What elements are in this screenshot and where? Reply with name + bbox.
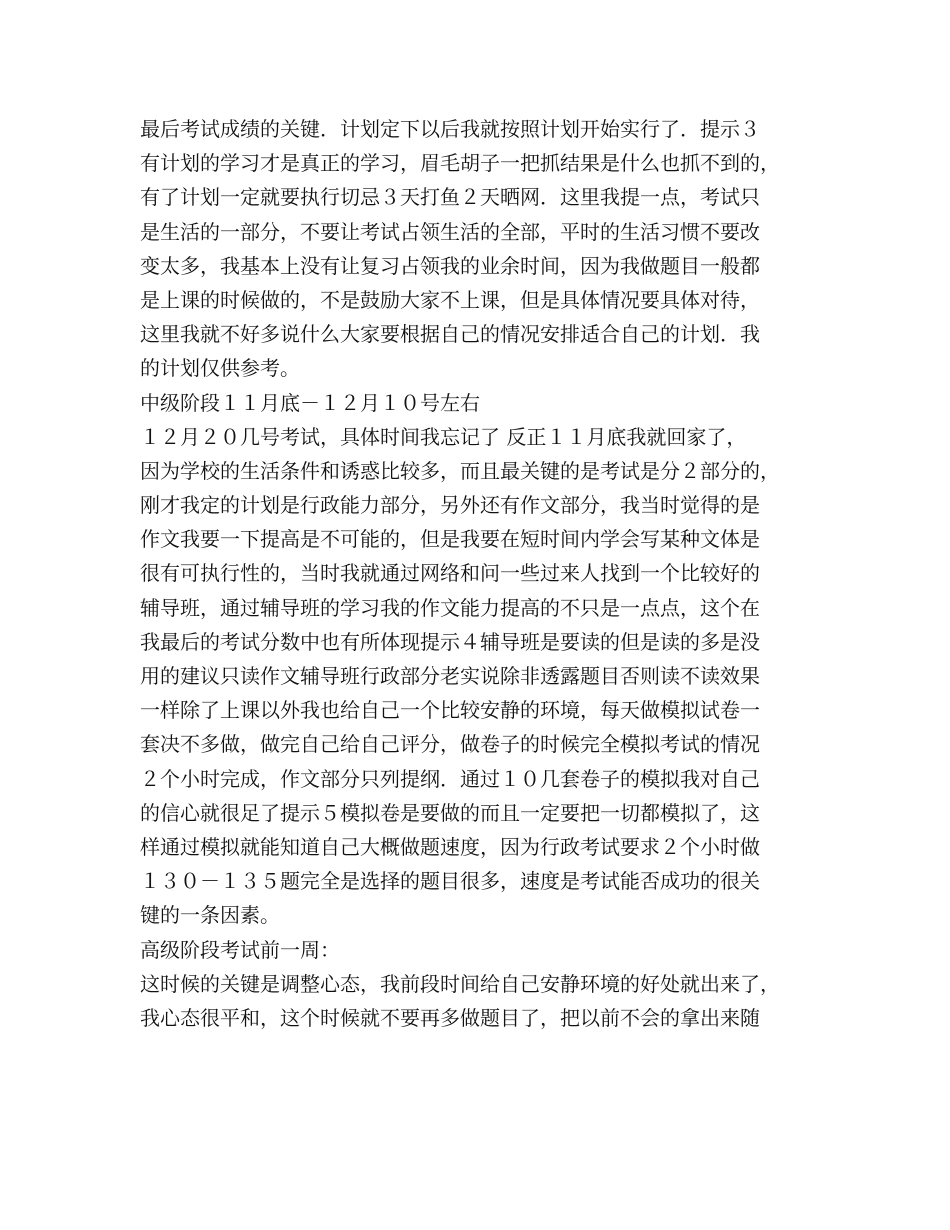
text-line: 键的一条因素。 [140,903,280,928]
text-line: 辅导班，通过辅导班的学习我的作文能力提高的不只是一点点，这个在 [140,595,760,620]
text-line: 我心态很平和，这个时候就不要再多做题目了，把以前不会的拿出来随 [140,1005,760,1030]
section-heading: 高级阶段考试前一周： [140,937,340,962]
text-line: 是生活的一部分，不要让考试占领生活的全部，平时的生活习惯不要改 [140,219,760,244]
text-line: 有了计划一定就要执行切忌３天打鱼２天晒网．这里我提一点，考试只 [140,185,760,210]
text-line: １３０－１３５题完全是选择的题目很多，速度是考试能否成功的很关 [140,869,760,894]
text-line: 很有可执行性的，当时我就通过网络和问一些过来人找到一个比较好的 [140,561,760,586]
text-line: ２个小时完成，作文部分只列提纲．通过１０几套卷子的模拟我对自己 [140,766,760,791]
text-line: 作文我要一下提高是不可能的，但是我要在短时间内学会写某种文体是 [140,527,760,552]
text-line: 的信心就很足了提示５模拟卷是要做的而且一定要把一切都模拟了，这 [140,800,760,825]
text-line: 一样除了上课以外我也给自己一个比较安静的环境，每天做模拟试卷一 [140,698,760,723]
text-line: 最后考试成绩的关键．计划定下以后我就按照计划开始实行了．提示３ [140,117,760,141]
text-line: 这时候的关键是调整心态，我前段时间给自己安静环境的好处就出来了， [140,971,780,996]
text-line: 因为学校的生活条件和诱惑比较多，而且最关键的是考试是分２部分的， [140,458,780,483]
text-line: 套决不多做，做完自己给自己评分，做卷子的时候完全模拟考试的情况 [140,732,760,757]
text-line: 用的建议只读作文辅导班行政部分老实说除非透露题目否则读不读效果 [140,664,760,688]
text-line: 有计划的学习才是真正的学习，眉毛胡子一把抓结果是什么也抓不到的， [140,151,780,176]
text-line: 是上课的时候做的，不是鼓励大家不上课，但是具体情况要具体对待， [140,287,760,312]
text-line: 变太多，我基本上没有让复习占领我的业余时间，因为我做题目一般都 [140,253,760,278]
text-line: 我最后的考试分数中也有所体现提示４辅导班是要读的但是读的多是没 [140,629,760,654]
text-line: 的计划仅供参考。 [140,356,300,381]
text-line: １２月２０几号考试，具体时间我忘记了 反正１１月底我就回家了， [140,424,747,449]
text-line: 刚才我定的计划是行政能力部分，另外还有作文部分，我当时觉得的是 [140,493,760,518]
section-heading: 中级阶段１１月底－１２月１０号左右 [140,390,480,415]
body-text [140,112,830,1035]
text-line: 样通过模拟就能知道自己大概做题速度，因为行政考试要求２个小时做 [140,834,760,859]
text-line: 这里我就不好多说什么大家要根据自己的情况安排适合自己的计划．我 [140,322,760,347]
